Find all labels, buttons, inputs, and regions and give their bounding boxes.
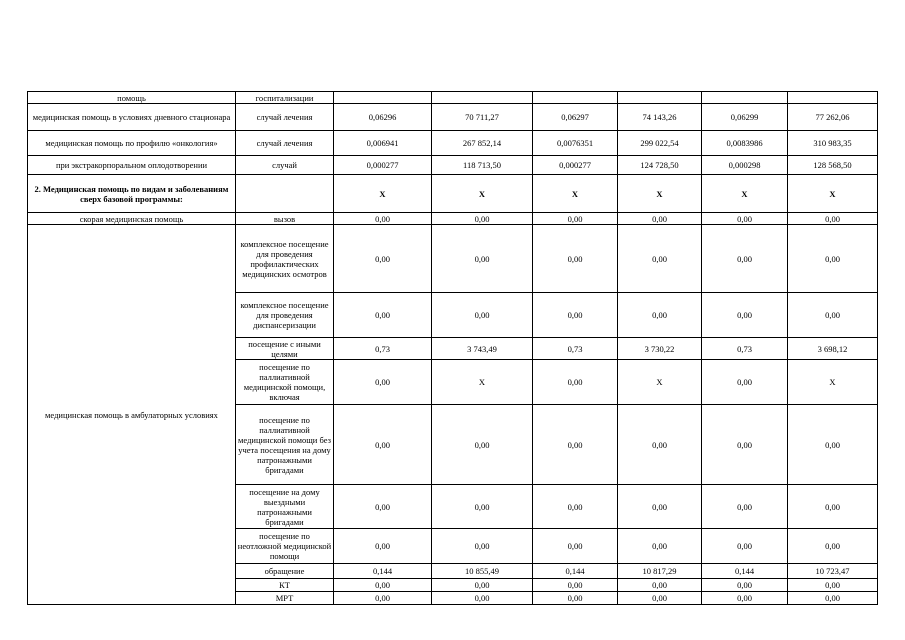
section-heading: 2. Медицинская помощь по видам и заболеваниям сверх базовой программы:	[28, 175, 236, 213]
cell: 0,00	[533, 225, 618, 293]
cell: 0,00	[788, 529, 878, 564]
row-name: помощь	[28, 92, 236, 104]
row-unit: посещение с иными целями	[236, 338, 334, 360]
cell: 0,00	[334, 405, 432, 485]
cell: 0,00	[432, 592, 533, 605]
cell	[432, 92, 533, 104]
cell: 128 568,50	[788, 156, 878, 175]
cell: 0,00	[432, 213, 533, 225]
cell: 0,73	[334, 338, 432, 360]
cell: 70 711,27	[432, 104, 533, 131]
cell: X	[788, 175, 878, 213]
row-unit: случай лечения	[236, 104, 334, 131]
row-unit: случай лечения	[236, 131, 334, 156]
cell: 0,00	[432, 225, 533, 293]
table-row	[28, 104, 878, 131]
cell: 0,00	[702, 405, 788, 485]
cell: 0,00	[702, 360, 788, 405]
cell: 299 022,54	[618, 131, 702, 156]
row-unit	[236, 175, 334, 213]
cell: 0,00	[432, 579, 533, 592]
row-unit: обращение	[236, 564, 334, 579]
cell: 3 730,22	[618, 338, 702, 360]
cell: 0,00	[533, 293, 618, 338]
cell: 0,00	[334, 529, 432, 564]
cell: X	[334, 175, 432, 213]
cell: 0,144	[702, 564, 788, 579]
cell	[533, 92, 618, 104]
table-row	[28, 225, 878, 293]
cell: 0,73	[533, 338, 618, 360]
cell: 0,0076351	[533, 131, 618, 156]
table-row	[28, 92, 878, 104]
row-unit: посещение по паллиативной медицинской помощи без учета посещения на дому патронажными бригадами	[236, 405, 334, 485]
cell: 0,00	[618, 529, 702, 564]
cell: 310 983,35	[788, 131, 878, 156]
table-row	[28, 213, 878, 225]
row-unit: случай	[236, 156, 334, 175]
cell	[788, 92, 878, 104]
cell: 0,00	[432, 293, 533, 338]
cell: 0,006941	[334, 131, 432, 156]
cell: 74 143,26	[618, 104, 702, 131]
row-unit: комплексное посещение для проведения профилактических медицинских осмотров	[236, 225, 334, 293]
cell: 0,00	[533, 360, 618, 405]
row-unit: госпитализации	[236, 92, 334, 104]
cell	[702, 92, 788, 104]
row-unit: КТ	[236, 579, 334, 592]
cell: 0,00	[618, 579, 702, 592]
cell: 0,000277	[533, 156, 618, 175]
cell: 3 743,49	[432, 338, 533, 360]
cell: X	[618, 175, 702, 213]
cell: 0,00	[334, 360, 432, 405]
table-row	[28, 175, 878, 213]
row-name: медицинская помощь по профилю «онкология»	[28, 131, 236, 156]
cell: 0,00	[533, 529, 618, 564]
cell: X	[788, 360, 878, 405]
cell: 0,73	[702, 338, 788, 360]
cell: 0,00	[334, 225, 432, 293]
financing-table	[27, 91, 878, 605]
cell	[334, 92, 432, 104]
ambulatory-label: медицинская помощь в амбулаторных условиях	[28, 225, 236, 605]
cell: 0,00	[432, 485, 533, 529]
cell: 0,00	[533, 213, 618, 225]
cell: 10 817,29	[618, 564, 702, 579]
cell: 0,00	[334, 485, 432, 529]
row-unit: посещение по паллиативной медицинской помощи, включая	[236, 360, 334, 405]
cell: 0,0083986	[702, 131, 788, 156]
cell: 0,00	[533, 405, 618, 485]
cell: 0,00	[702, 225, 788, 293]
cell: 124 728,50	[618, 156, 702, 175]
cell: X	[432, 175, 533, 213]
cell: 0,00	[788, 579, 878, 592]
cell: X	[533, 175, 618, 213]
cell: 0,00	[788, 485, 878, 529]
cell: 0,00	[533, 579, 618, 592]
cell: 0,00	[702, 213, 788, 225]
row-name: скорая медицинская помощь	[28, 213, 236, 225]
table-row	[28, 156, 878, 175]
row-unit: вызов	[236, 213, 334, 225]
cell: X	[432, 360, 533, 405]
cell: 0,00	[618, 405, 702, 485]
cell: 118 713,50	[432, 156, 533, 175]
cell: X	[618, 360, 702, 405]
cell: 0,00	[788, 293, 878, 338]
cell: 0,00	[702, 529, 788, 564]
cell: 0,000298	[702, 156, 788, 175]
row-unit: комплексное посещение для проведения диспансеризации	[236, 293, 334, 338]
cell: 0,144	[334, 564, 432, 579]
cell: 0,00	[788, 405, 878, 485]
cell	[618, 92, 702, 104]
cell: 0,00	[334, 293, 432, 338]
cell: 0,00	[702, 293, 788, 338]
cell: 0,00	[702, 592, 788, 605]
cell: 0,00	[618, 225, 702, 293]
cell: 0,00	[334, 592, 432, 605]
cell: X	[702, 175, 788, 213]
cell: 0,00	[618, 485, 702, 529]
cell: 0,00	[618, 293, 702, 338]
cell: 0,00	[334, 579, 432, 592]
row-name: медицинская помощь в условиях дневного стационара	[28, 104, 236, 131]
cell: 0,00	[432, 529, 533, 564]
row-unit: МРТ	[236, 592, 334, 605]
cell: 0,00	[788, 592, 878, 605]
cell: 10 723,47	[788, 564, 878, 579]
cell: 77 262,06	[788, 104, 878, 131]
cell: 0,000277	[334, 156, 432, 175]
cell: 0,00	[432, 405, 533, 485]
cell: 10 855,49	[432, 564, 533, 579]
table-body	[28, 92, 878, 605]
row-unit: посещение по неотложной медицинской помощи	[236, 529, 334, 564]
cell: 0,00	[618, 592, 702, 605]
cell: 0,00	[702, 579, 788, 592]
cell: 0,00	[788, 213, 878, 225]
cell: 3 698,12	[788, 338, 878, 360]
cell: 0,00	[702, 485, 788, 529]
row-name: при экстракорпоральном оплодотворении	[28, 156, 236, 175]
cell: 267 852,14	[432, 131, 533, 156]
table-row	[28, 131, 878, 156]
row-unit: посещение на дому выездными патронажными бригадами	[236, 485, 334, 529]
cell: 0,06299	[702, 104, 788, 131]
cell: 0,144	[533, 564, 618, 579]
cell: 0,00	[618, 213, 702, 225]
cell: 0,06297	[533, 104, 618, 131]
cell: 0,00	[533, 592, 618, 605]
cell: 0,00	[788, 225, 878, 293]
cell: 0,00	[334, 213, 432, 225]
cell: 0,00	[533, 485, 618, 529]
cell: 0,06296	[334, 104, 432, 131]
